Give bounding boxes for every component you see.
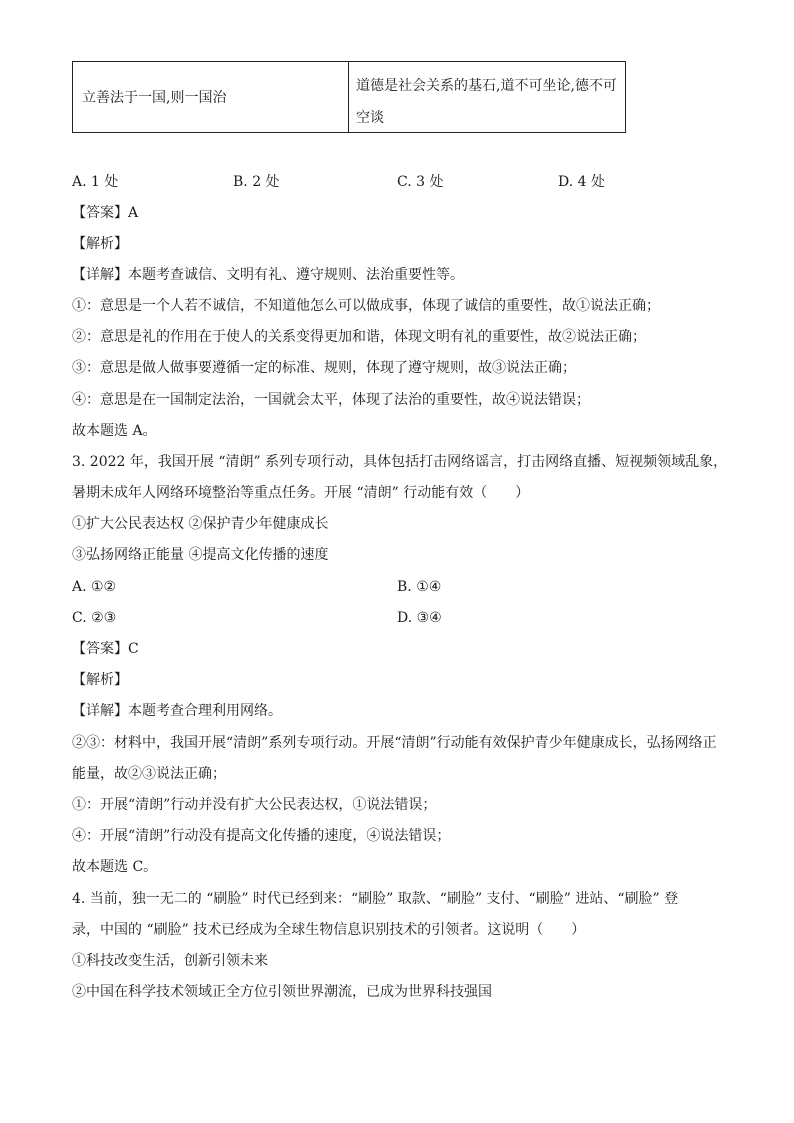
answer-table (72, 61, 626, 133)
q3-point-2: ①：开展“清朗”行动并没有扩大公民表达权，①说法错误； (72, 797, 437, 813)
q3-detail: 【详解】本题考查合理利用网络。 (72, 703, 282, 719)
q4-stem-line-1: 4. 当前，独一无二的 “刷脸” 时代已经到来：“刷脸” 取款、“刷脸” 支付、“刷脸” 进站、“刷脸” 登 (72, 891, 679, 907)
q2-analysis-heading: 【解析】 (72, 236, 128, 252)
q4-item-2: ②中国在科学技术领域正全方位引领世界潮流，已成为世界科技强国 (72, 984, 492, 1000)
q4-stem-line-2: 录，中国的 “刷脸” 技术已经成为全球生物信息识别技术的引领者。这说明（ ） (72, 922, 586, 938)
q4-item-1: ①科技改变生活，创新引领未来 (72, 953, 268, 969)
q2-point-4: ④：意思是在一国制定法治，一国就会太平，体现了法治的重要性，故④说法错误； (72, 392, 590, 408)
q2-point-1: ①：意思是一个人若不诚信，不知道他怎么可以做成事，体现了诚信的重要性，故①说法正确； (72, 298, 660, 314)
q3-option-a: A. ①② (72, 579, 117, 595)
q3-stem-line-1: 3. 2022 年，我国开展 “清朗” 系列专项行动，具体包括打击网络谣言，打击网络直播、短视频领域乱象， (72, 454, 728, 470)
q3-option-b: B. ①④ (397, 579, 442, 595)
q3-point-3: ④：开展“清朗”行动没有提高文化传播的速度，④说法错误； (72, 828, 451, 844)
table-cell-right: 道德是社会关系的基石,道不可坐论,德不可空谈 (356, 78, 617, 126)
q2-option-c: C. 3 处 (397, 174, 444, 190)
q2-option-d: D. 4 处 (558, 174, 605, 190)
q2-conclusion: 故本题选 A。 (72, 423, 157, 439)
q2-answer: 【答案】A (72, 205, 139, 221)
q3-option-d: D. ③④ (397, 610, 442, 626)
table-cell-left: 立善法于一国,则一国治 (73, 62, 349, 132)
q3-point-1-line-2: 能量，故②③说法正确； (72, 766, 226, 782)
q2-point-2: ②：意思是礼的作用在于使人的关系变得更加和谐，体现文明有礼的重要性，故②说法正确； (72, 329, 646, 345)
q3-items-line-1: ①扩大公民表达权 ②保护青少年健康成长 (72, 516, 329, 532)
q3-items-line-2: ③弘扬网络正能量 ④提高文化传播的速度 (72, 547, 329, 563)
q3-option-c: C. ②③ (72, 610, 117, 626)
q2-option-b: B. 2 处 (233, 174, 280, 190)
q3-stem-line-2: 暑期未成年人网络环境整治等重点任务。开展 “清朗” 行动能有效（ ） (72, 485, 530, 501)
q2-point-3: ③：意思是做人做事要遵循一定的标准、规则，体现了遵守规则，故③说法正确； (72, 360, 576, 376)
q2-detail: 【详解】本题考查诚信、文明有礼、遵守规则、法治重要性等。 (72, 267, 464, 283)
q3-point-1-line-1: ②③：材料中，我国开展“清朗”系列专项行动。开展“清朗”行动能有效保护青少年健康成长，弘扬网络正 (72, 735, 717, 751)
q3-analysis-heading: 【解析】 (72, 672, 128, 688)
q3-conclusion: 故本题选 C。 (72, 859, 158, 875)
q2-option-a: A. 1 处 (72, 174, 119, 190)
q3-answer: 【答案】C (72, 641, 139, 657)
